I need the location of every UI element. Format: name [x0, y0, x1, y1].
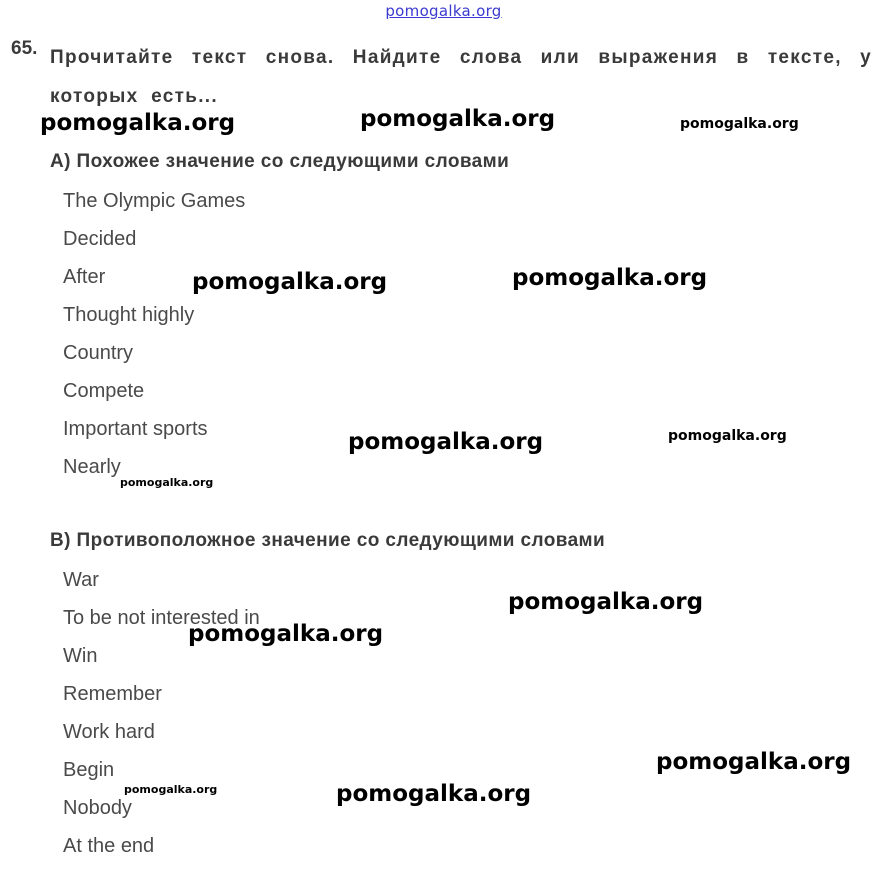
list-item: To be not interested in	[63, 607, 260, 629]
watermark: pomogalka.org	[512, 265, 708, 291]
list-item: Decided	[63, 228, 137, 250]
watermark: pomogalka.org	[508, 589, 704, 615]
watermark: pomogalka.org	[192, 269, 388, 295]
watermark: pomogalka.org	[680, 116, 799, 132]
list-item: War	[63, 569, 99, 591]
watermark: pomogalka.org	[40, 110, 236, 136]
list-item: The Olympic Games	[63, 190, 246, 212]
list-item: At the end	[63, 835, 155, 857]
section-b-heading: B) Противоположное значение со следующими словами	[50, 530, 606, 551]
list-item: After	[63, 266, 106, 288]
list-item: Thought highly	[63, 304, 195, 326]
watermark: pomogalka.org	[124, 783, 218, 796]
watermark: pomogalka.org	[668, 428, 787, 444]
list-item: Win	[63, 645, 98, 667]
list-item: Remember	[63, 683, 162, 705]
watermark: pomogalka.org	[360, 106, 556, 132]
section-a-heading: A) Похожее значение со следующими словами	[50, 151, 510, 172]
list-item: Begin	[63, 759, 115, 781]
watermark: pomogalka.org	[336, 781, 532, 807]
watermark: pomogalka.org	[656, 749, 852, 775]
section-b-word-list	[63, 567, 260, 871]
task-instruction: Прочитайте текст снова. Найдите слова или выражения в тексте, у которых есть...	[50, 47, 872, 107]
watermark: pomogalka.org	[348, 429, 544, 455]
list-item: Nobody	[63, 797, 132, 819]
list-item: Nearly	[63, 456, 121, 478]
list-item: Work hard	[63, 721, 155, 743]
top-watermark: pomogalka.org	[385, 2, 502, 20]
section-a-word-list	[63, 188, 245, 492]
list-item: Compete	[63, 380, 145, 402]
watermark: pomogalka.org	[188, 621, 384, 647]
task-number: 65.	[11, 38, 38, 59]
list-item: Country	[63, 342, 134, 364]
watermark: pomogalka.org	[120, 476, 214, 489]
list-item: Important sports	[63, 418, 208, 440]
